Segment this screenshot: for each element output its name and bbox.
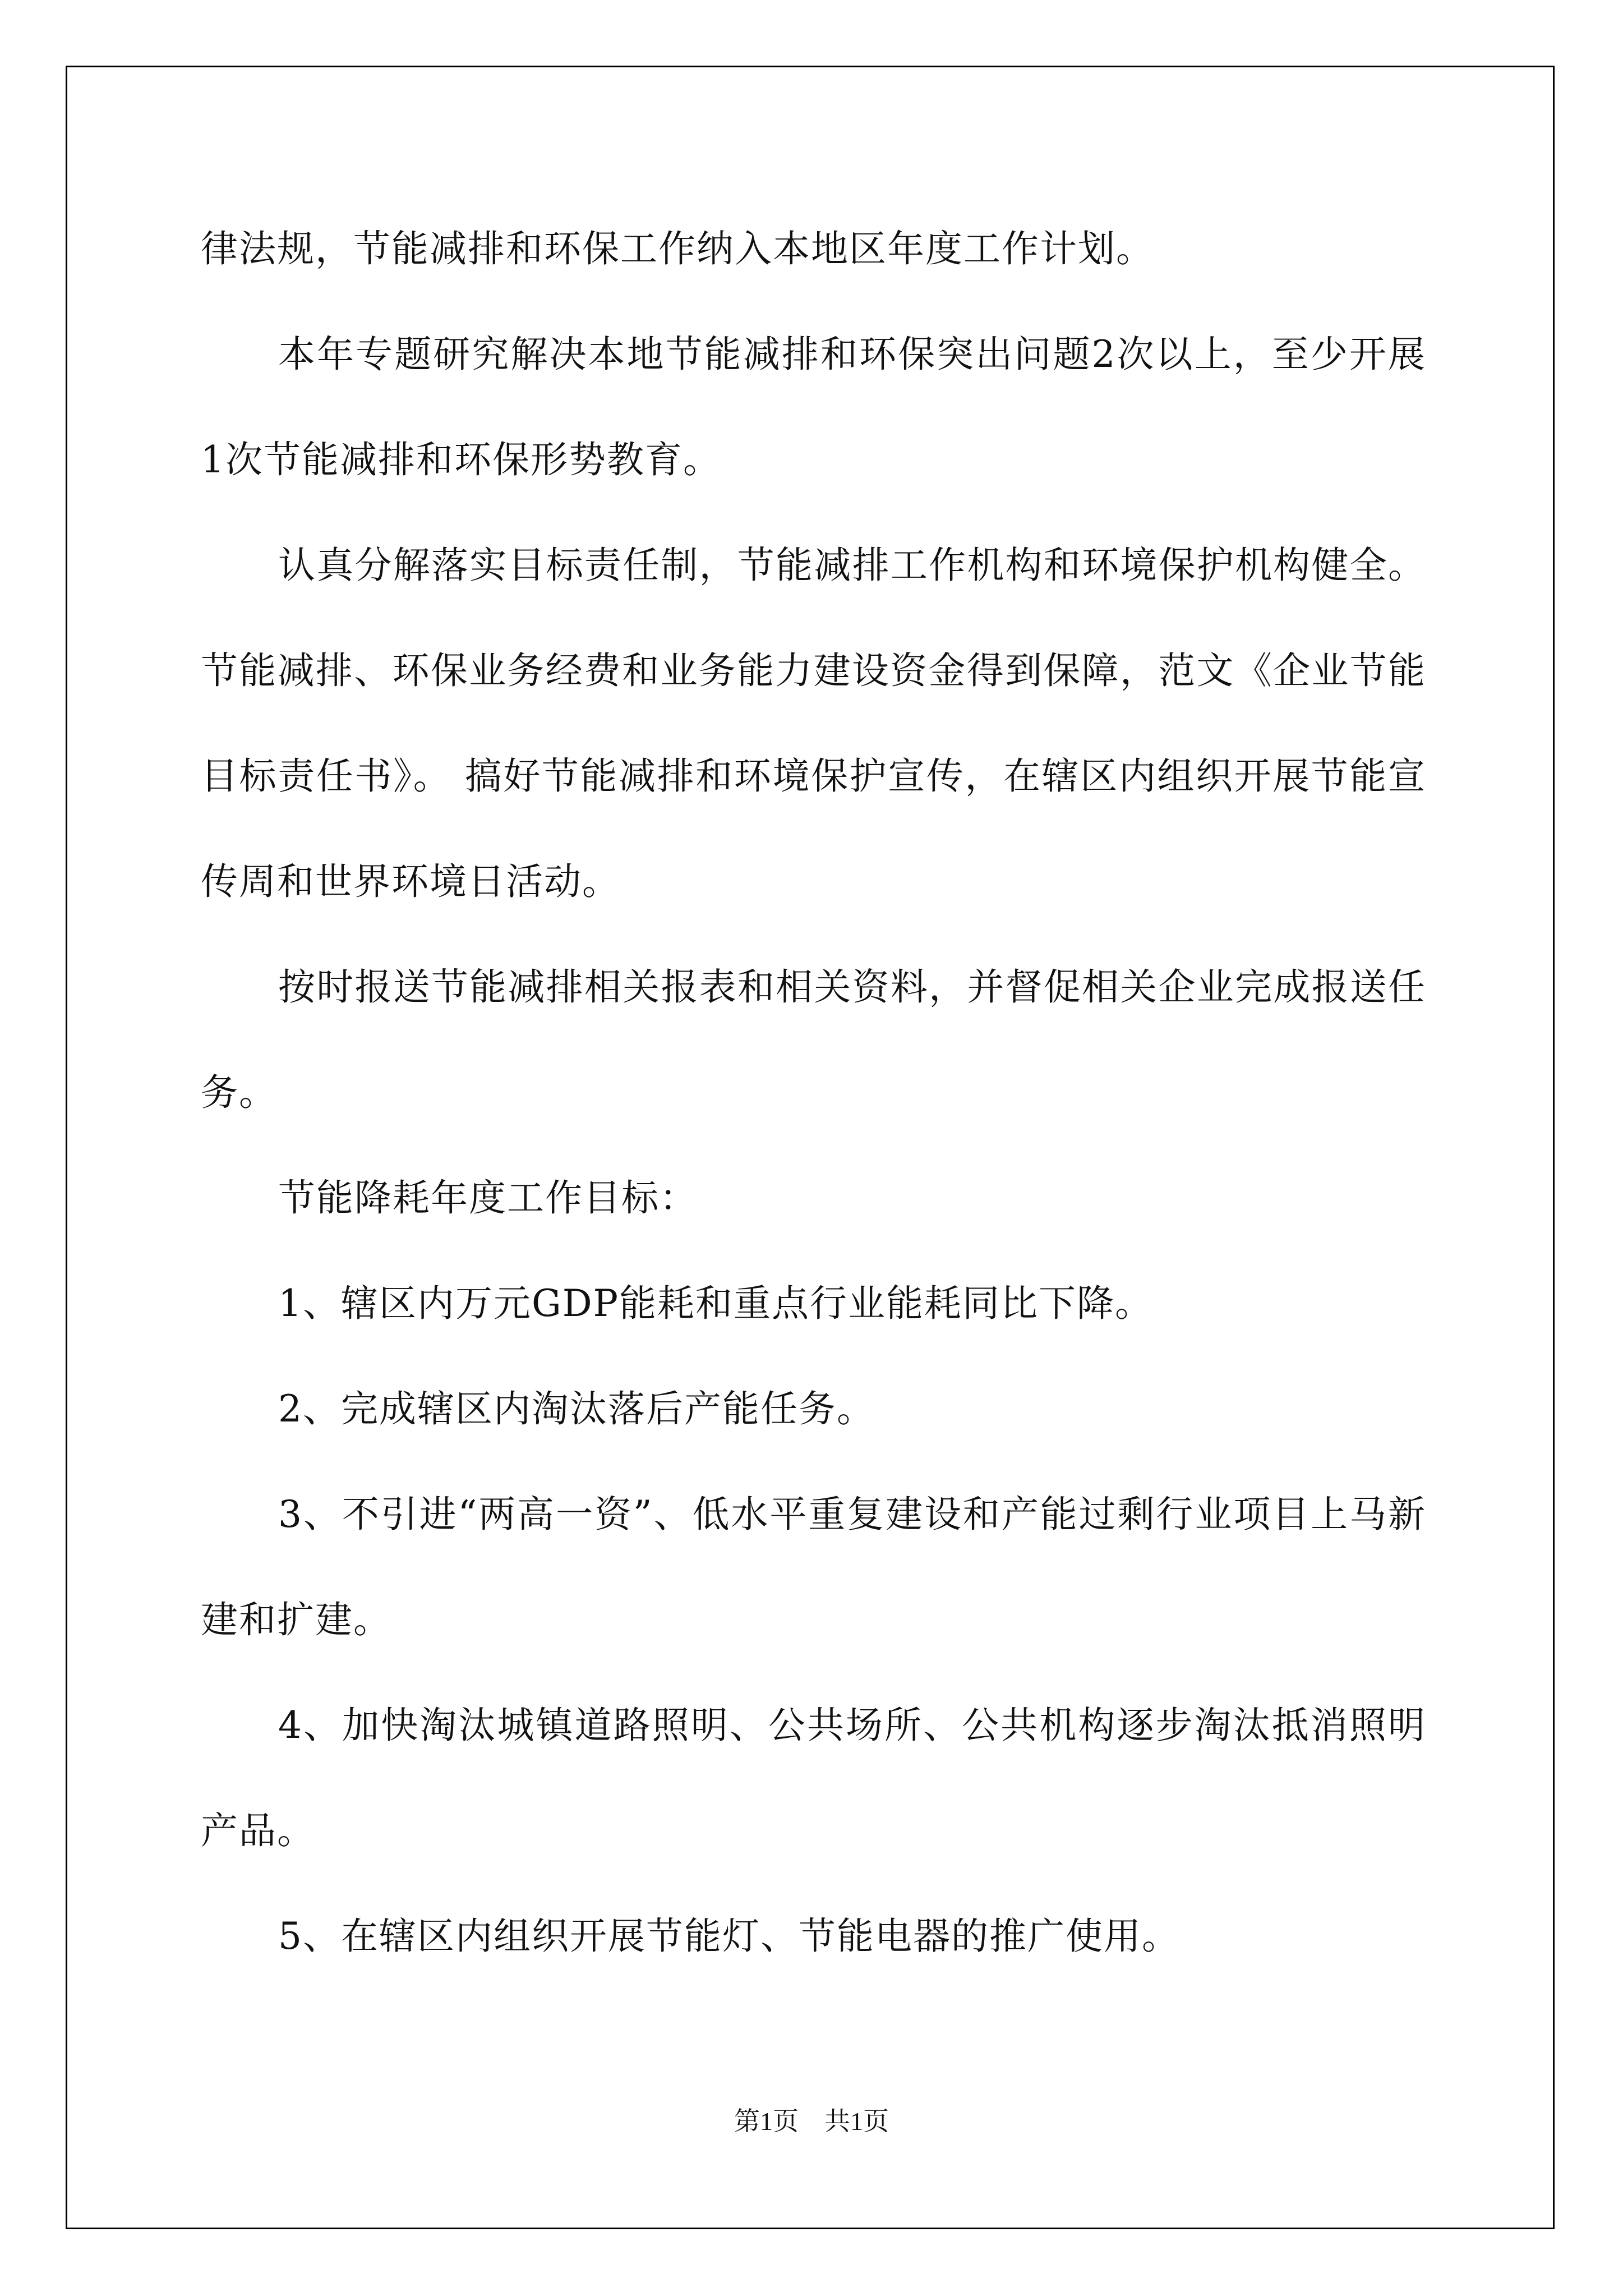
list-item-4: 4、加快淘汰城镇道路照明、公共场所、公共机构逐步淘汰抵消照明产品。 [201, 1704, 1426, 1852]
page-number: 第1页 共1页 [734, 2107, 889, 2136]
list-item-2: 2、完成辖区内淘汰落后产能任务。 [278, 1387, 875, 1430]
paragraph-goals-heading: 节能降耗年度工作目标： [278, 1176, 698, 1220]
document-body [201, 196, 1426, 1989]
paragraph-research-topics: 本年专题研究解决本地节能减排和环保突出问题2次以上，至少开展1次节能减排和环保形势教育。 [201, 333, 1426, 481]
paragraph-responsibility: 认真分解落实目标责任制，节能减排工作机构和环境保护机构健全。节能减排、环保业务经费和业务能力建设资金得到保障，范文《企业节能目标责任书》。 搞好节能减排和环境保护宣传，在辖区内组织开展节能宣传周和世界环境日活动。 [201, 544, 1426, 903]
list-item-1: 1、辖区内万元GDP能耗和重点行业能耗同比下降。 [278, 1282, 1154, 1325]
paragraph-reporting: 按时报送节能减排相关报表和相关资料，并督促相关企业完成报送任务。 [201, 965, 1426, 1114]
list-item-5: 5、在辖区内组织开展节能灯、节能电器的推广使用。 [278, 1915, 1180, 1958]
list-item-3: 3、不引进“两高一资”、低水平重复建设和产能过剩行业项目上马新建和扩建。 [201, 1493, 1426, 1641]
paragraph-continuation: 律法规，节能减排和环保工作纳入本地区年度工作计划。 [201, 227, 1154, 270]
